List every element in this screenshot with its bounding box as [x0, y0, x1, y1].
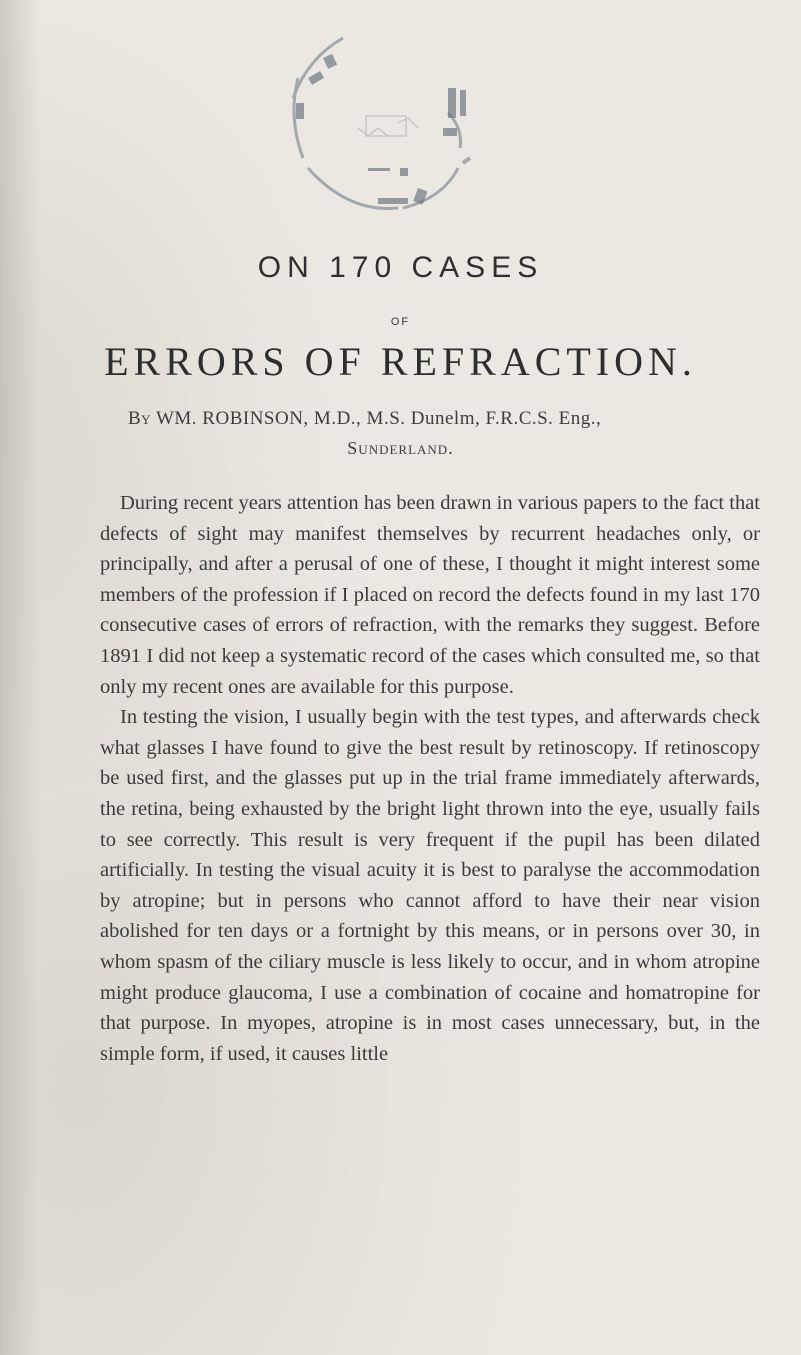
page-title: ERRORS OF REFRACTION.	[104, 339, 697, 384]
paragraph-2: In testing the vision, I usually begin with the test types, and afterwards check what glasses I have found to give the best result by retinoscopy. If retinoscopy be used first, and the glasses put up in the trial frame immediately afterwards, the retina, being exhausted by the bright light thrown into the eye, usually fails to see correctly. This result is very frequent if the pupil has been dilated artificially. In testing the visual acuity it is best to paralyse the accommodation by atropine; but in persons who cannot afford to have their near vision abolished for ten days or a fortnight by this means, or in persons over 30, in whom spasm of the ciliary muscle is less likely to occur, and in whom atropine might produce glaucoma, I use a combination of cocaine and homatropine for that purpose. In myopes, atropine is in most cases unnecessary, but, in the simple form, if used, it causes little	[100, 706, 760, 1065]
author-name: WM. ROBINSON, M.D., M.S. Dunelm, F.R.C.S. Eng.,	[155, 408, 602, 429]
title-line-2: OF	[390, 316, 411, 328]
page-edge-shadow	[0, 0, 40, 1355]
article-body	[100, 488, 760, 1069]
library-stamp-icon	[248, 18, 523, 248]
author-prefix: By	[128, 408, 152, 429]
title-line-1: ON 170 CASES	[257, 251, 544, 284]
author-byline	[128, 408, 748, 430]
author-location: Sunderland.	[347, 438, 454, 458]
paragraph-1: During recent years attention has been drawn in various papers to the fact that defects of sight may manifest themselves by recurrent headaches only, or principally, and after a perusal of one of these, I thought it might interest some members of the profession if I placed on record the defects found in my last 170 consecutive cases of errors of refraction, with the remarks they suggest. Before 1891 I did not keep a systematic record of the cases which consulted me, so that only my recent ones are available for this purpose.	[100, 492, 760, 698]
